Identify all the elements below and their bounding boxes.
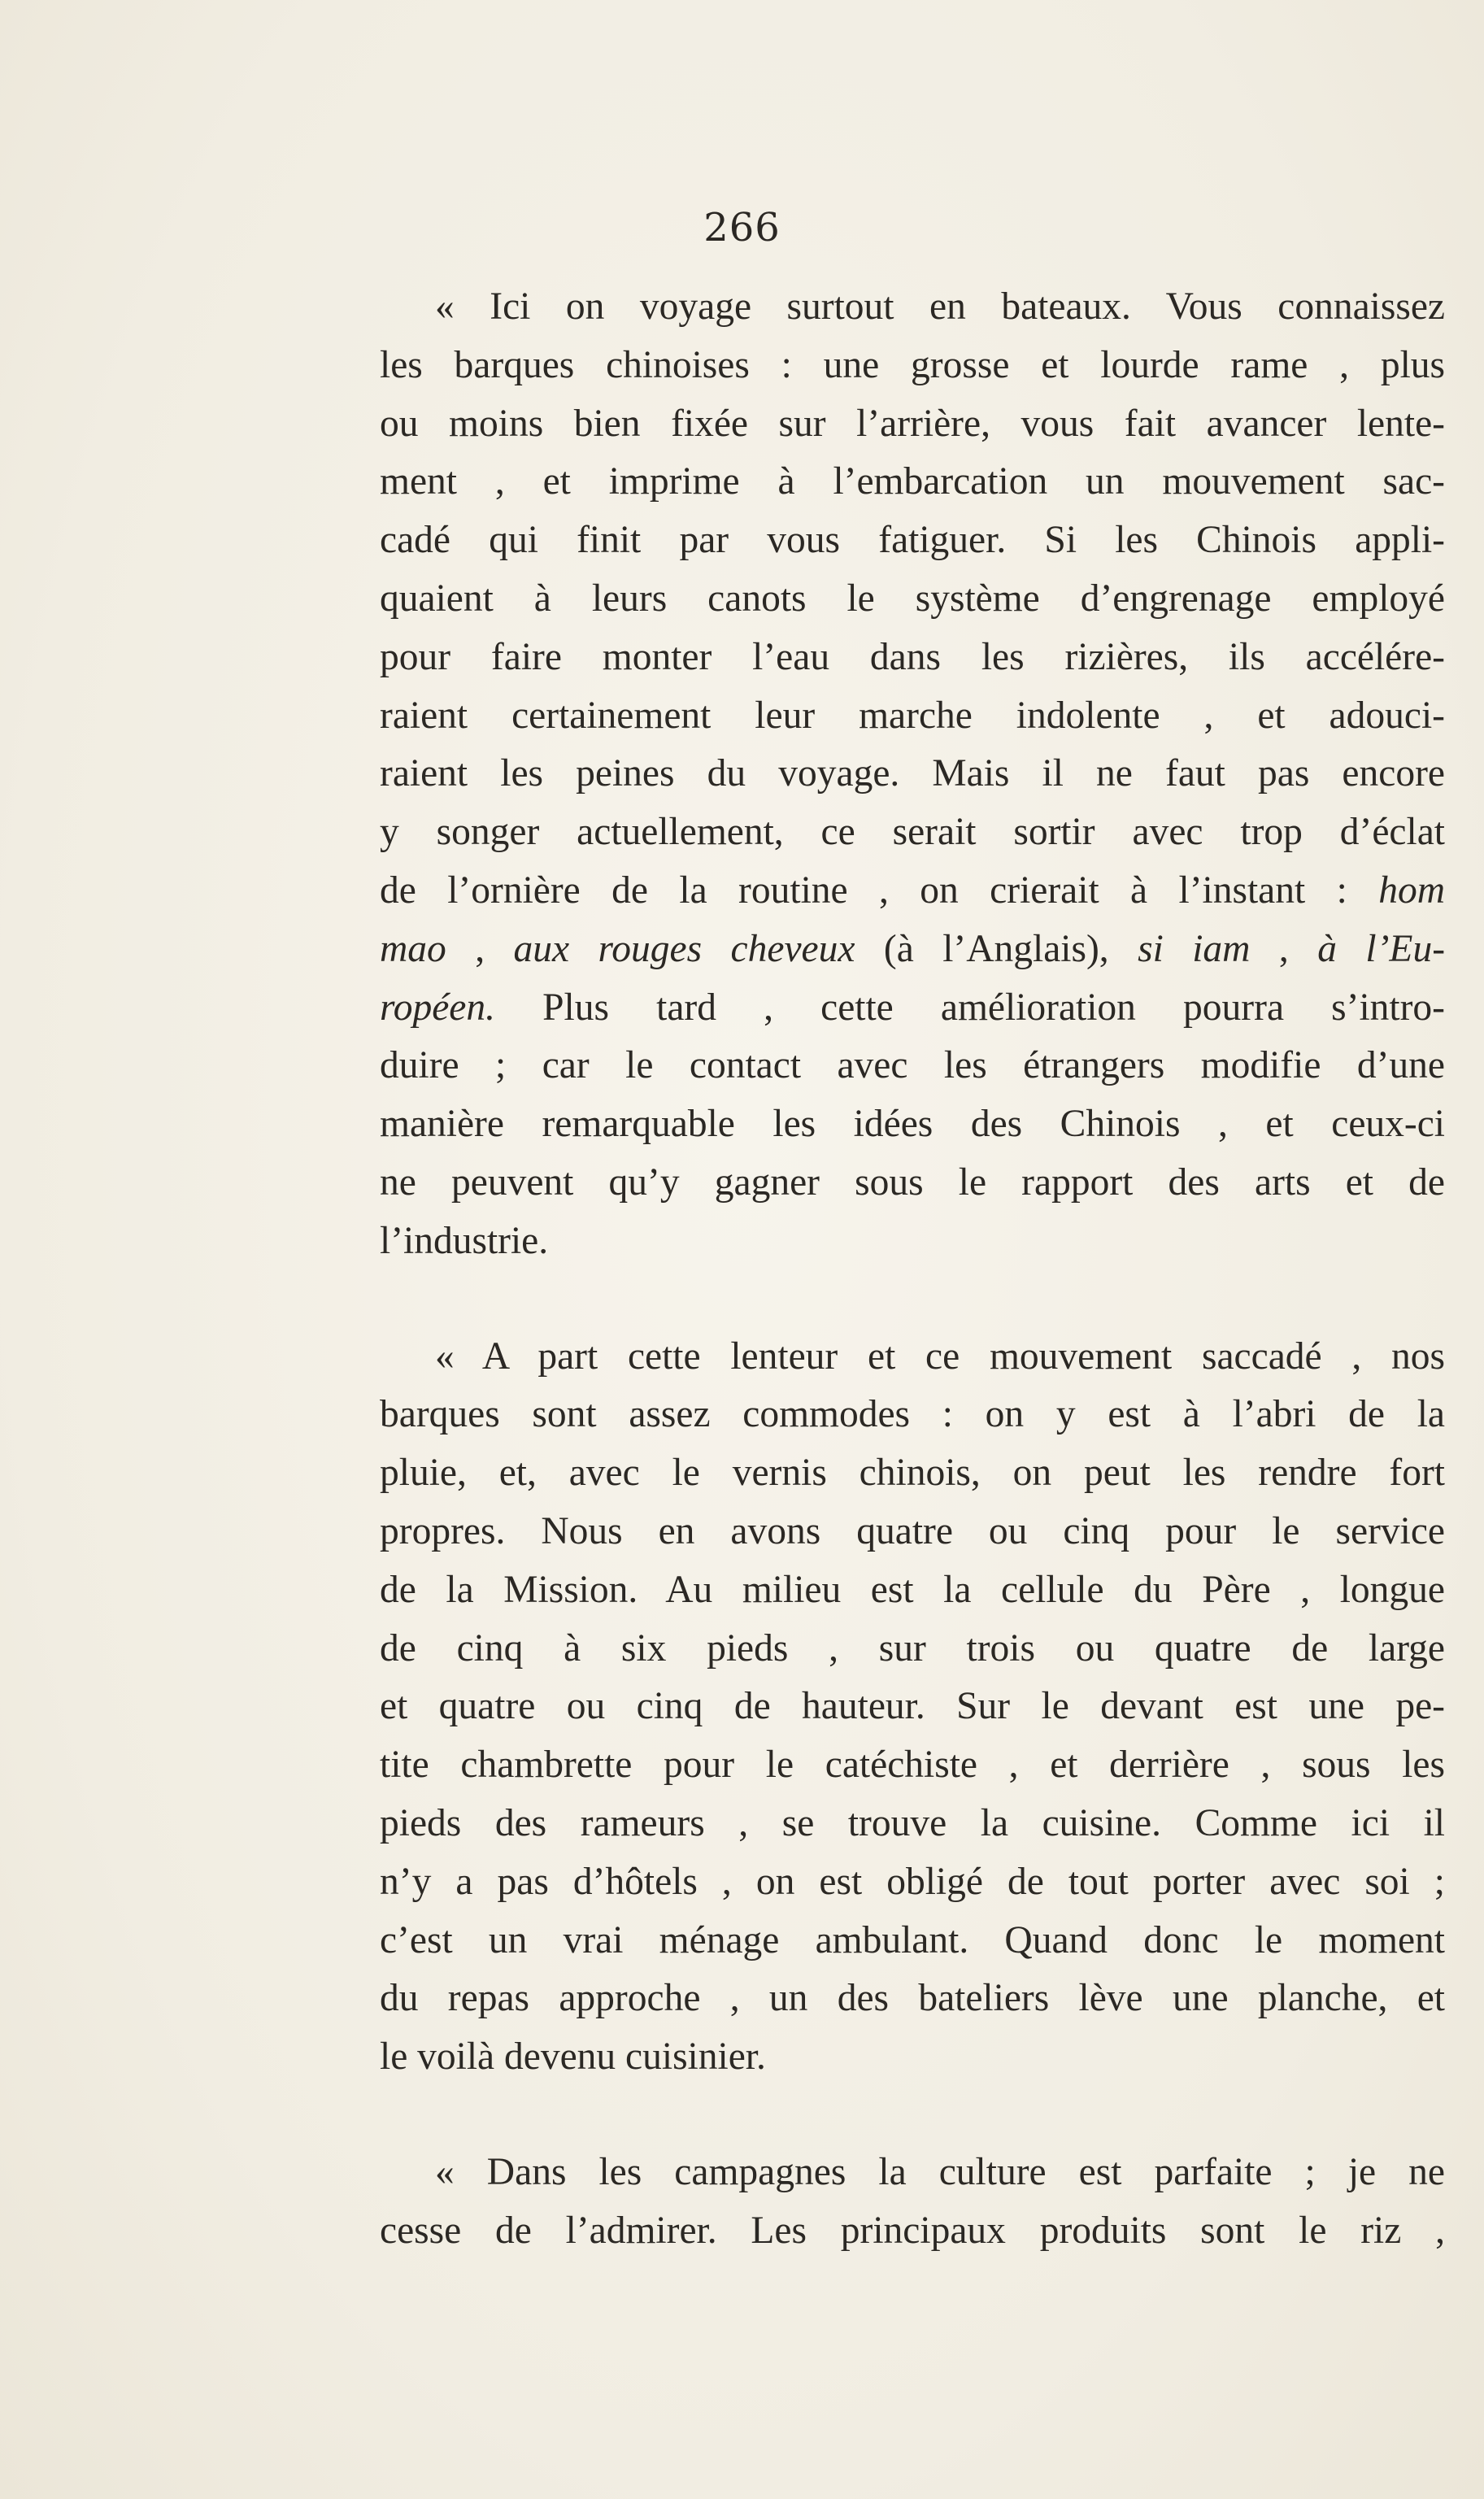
text-line (380, 803, 1445, 862)
text-line (380, 337, 1445, 395)
text-line (380, 687, 1445, 746)
text-line (380, 1795, 1445, 1853)
italic-text: aux rouges cheveux (513, 927, 855, 970)
text-line (380, 745, 1445, 803)
body-text (380, 278, 1445, 2261)
paragraph (380, 278, 1445, 1271)
text-line (380, 1678, 1445, 1736)
text-line (380, 1561, 1445, 1620)
text-line (380, 1095, 1445, 1154)
text-segment: n’y a pas d’hôtels , on est obligé de tout porter avec soi ; (380, 1860, 1445, 1903)
text-segment: Plus tard , cette amélioration pourra s’intro- (495, 986, 1445, 1029)
text-line (380, 2028, 1445, 2087)
text-segment: de la Mission. Au milieu est la cellule du Père , longue (380, 1568, 1445, 1611)
text-segment: duire ; car le contact avec les étrangers modifie d’une (380, 1044, 1445, 1087)
text-line (380, 629, 1445, 687)
text-segment: y songer actuellement, ce serait sortir avec trop d’éclat (380, 811, 1445, 854)
text-segment: cesse de l’admirer. Les principaux produits sont le riz , (380, 2209, 1445, 2252)
text-line (380, 1912, 1445, 1970)
text-segment: barques sont assez commodes : on y est à l’abri de la (380, 1393, 1445, 1436)
text-segment: cadé qui finit par vous fatiguer. Si les Chinois appli- (380, 519, 1445, 562)
text-segment: pieds des rameurs , se trouve la cuisine. Comme ici il (380, 1801, 1445, 1844)
text-segment: « Ici on voyage surtout en bateaux. Vous connaissez (435, 285, 1445, 328)
paragraph (380, 2144, 1445, 2261)
text-segment: les barques chinoises : une grosse et lourde rame , plus (380, 343, 1445, 386)
text-line (380, 1037, 1445, 1095)
text-line (380, 453, 1445, 512)
text-line (380, 921, 1445, 979)
text-segment: et quatre ou cinq de hauteur. Sur le devant est une pe- (380, 1685, 1445, 1728)
text-segment: du repas approche , un des bateliers lève une planche, et (380, 1977, 1445, 2020)
text-segment: de cinq à six pieds , sur trois ou quatre de large (380, 1626, 1445, 1670)
text-segment: pluie, et, avec le vernis chinois, on peut les rendre fort (380, 1452, 1445, 1495)
text-segment: ou moins bien fixée sur l’arrière, vous fait avancer lente- (380, 402, 1445, 445)
text-segment: raient les peines du voyage. Mais il ne faut pas encore (380, 752, 1445, 795)
text-segment: propres. Nous en avons quatre ou cinq pour le service (380, 1509, 1445, 1552)
text-segment: , (446, 927, 514, 970)
page-number: 266 (703, 205, 781, 250)
text-line (380, 570, 1445, 629)
text-line (380, 2202, 1445, 2261)
text-segment: ment , et imprime à l’embarcation un mouvement sac- (380, 460, 1445, 503)
text-line (380, 2144, 1445, 2202)
text-line (380, 862, 1445, 921)
text-line (380, 1736, 1445, 1795)
text-line (380, 1853, 1445, 1912)
text-line (380, 979, 1445, 1038)
text-segment: (à l’Anglais), (855, 927, 1138, 970)
text-segment: de l’ornière de la routine , on crierait à l’instant : (380, 869, 1379, 912)
text-segment: c’est un vrai ménage ambulant. Quand donc le moment (380, 1918, 1445, 1961)
text-line (380, 1503, 1445, 1561)
text-segment: le voilà devenu cuisinier. (380, 2035, 766, 2079)
text-line (380, 1444, 1445, 1503)
italic-text: hom (1378, 869, 1445, 912)
text-segment: manière remarquable les idées des Chinois , et ceux-ci (380, 1103, 1445, 1146)
text-segment: « A part cette lenteur et ce mouvement saccadé , nos (435, 1334, 1445, 1378)
text-line (380, 1154, 1445, 1212)
paragraph-gap (380, 2087, 1445, 2144)
text-segment: pour faire monter l’eau dans les rizières, ils accélére- (380, 635, 1445, 678)
text-line (380, 278, 1445, 337)
text-line (380, 1386, 1445, 1444)
text-segment: « Dans les campagnes la culture est parfaite ; je ne (435, 2150, 1445, 2193)
text-line (380, 512, 1445, 570)
text-segment: ne peuvent qu’y gagner sous le rapport des arts et de (380, 1160, 1445, 1204)
text-segment: quaient à leurs canots le système d’engrenage employé (380, 577, 1445, 620)
text-segment: , (1250, 927, 1318, 970)
paragraph (380, 1328, 1445, 2087)
italic-text: mao (380, 927, 446, 970)
text-segment: l’industrie. (380, 1219, 549, 1262)
italic-text: si iam (1138, 927, 1251, 970)
text-line (380, 1970, 1445, 2028)
text-segment: tite chambrette pour le catéchiste , et derrière , sous les (380, 1744, 1445, 1787)
text-line (380, 395, 1445, 454)
text-segment: raient certainement leur marche indolente , et adouci- (380, 694, 1445, 737)
text-line (380, 1328, 1445, 1387)
italic-text: ropéen. (380, 986, 496, 1029)
paragraph-gap (380, 1271, 1445, 1328)
italic-text: à l’Eu- (1317, 927, 1445, 970)
text-line (380, 1620, 1445, 1678)
text-line (380, 1212, 1445, 1271)
